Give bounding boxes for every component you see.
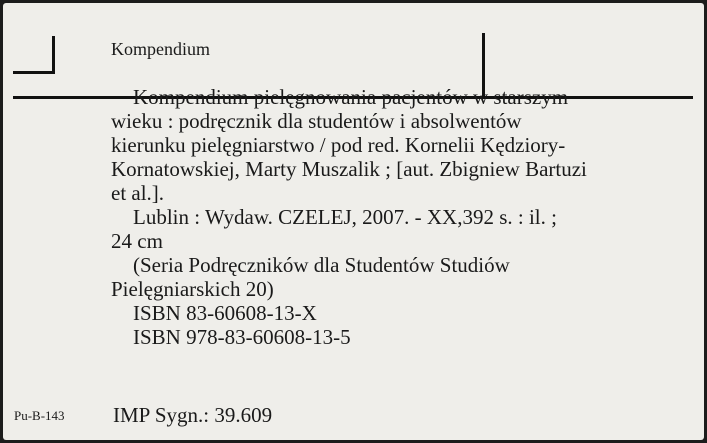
title-line: wieku : podręcznik dla studentów i absolwentów: [111, 109, 522, 133]
corner-mark-vertical: [52, 36, 55, 74]
series-line: (Seria Podręczników dla Studentów Studiów: [133, 253, 510, 277]
shelf-mark: Pu-B-143: [14, 408, 65, 423]
series-line: Pielęgniarskich 20): [111, 277, 274, 301]
publication-line: 24 cm: [111, 229, 163, 253]
title-line: kierunku pielęgniarstwo / pod red. Kornelii Kędziory-: [111, 133, 566, 157]
card-heading: Kompendium: [111, 39, 210, 59]
isbn-line: ISBN 83-60608-13-X: [133, 301, 317, 325]
call-number: IMP Sygn.: 39.609: [113, 403, 273, 427]
isbn-line: ISBN 978-83-60608-13-5: [133, 325, 351, 349]
title-line: Kompendium pielęgnowania pacjentów w starszym: [133, 85, 569, 109]
corner-mark-horizontal: [13, 71, 55, 74]
title-line: et al.].: [111, 181, 165, 205]
catalog-card: [3, 3, 704, 440]
publication-line: Lublin : Wydaw. CZELEJ, 2007. - XX,392 s. : il. ;: [133, 205, 557, 229]
title-line: Kornatowskiej, Marty Muszalik ; [aut. Zbigniew Bartuzi: [111, 157, 587, 181]
bibliographic-description: [111, 85, 696, 349]
